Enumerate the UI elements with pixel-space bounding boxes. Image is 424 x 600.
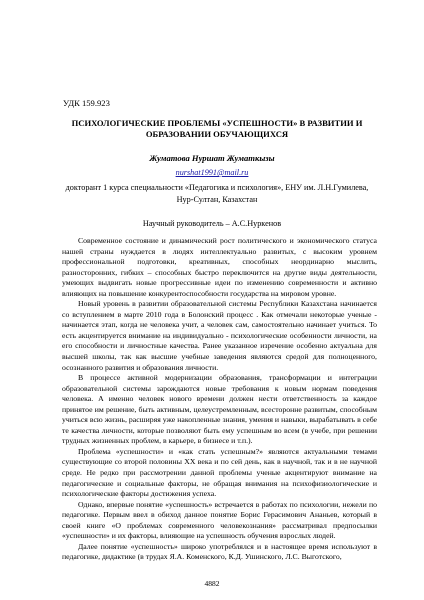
udk-code: УДК 159.923 bbox=[63, 98, 110, 108]
paragraph: Современное состояние и динамический рост политического и экономического статуса нашей страны нуждается в людях интеллектуально развитых, с высоким уровнем профессиональной подготовки, креативных, способных неординарно мыслить, разносторонних, гибких – способных быстро переключится на другие виды деятельности, умеющих выдвигать новые прогрессивные идеи по изменению современности и активно влияющих на повышение конкурентоспособности государства на мировом уровне. bbox=[62, 236, 377, 298]
paragraph: В процессе активной модернизации образования, трансформации и интеграции образовательной системы зарождаются новые требования к новым нормам поведения человека. А именно человек нового времени должен нести ответственность за каждое принятое им решение, быть активным, целеустремленным, всесторонне развитым, способным учиться всю жизнь, расширяя уже накопленные знания, умения и навыки, вырабатывать в себе те качества личности, которые позволяют быть ему успешным во всем (в учебе, при решении трудных жизненных проблем, в карьере, в бизнесе и т.п.). bbox=[62, 373, 377, 446]
paragraph: Далее понятие «успешность» широко употреблялся и в настоящее время используют в педагогике, дидактике (в трудах Я.А. Коменского, К.Д. Ушинского, Л.С. Выготского, bbox=[62, 541, 377, 562]
paragraph: Проблема «успешности» и «как стать успешным?» являются актуальными темами существующие со второй половины XX века и по сей день, как в научной, так и в не научной среде. Не редко при рассмотрении данной проблемы ученые акцентируют внимание на педагогические и социальные факторы, не обращая внимания на психофизиологические и психологические факторы достижения успеха. bbox=[62, 446, 377, 499]
author-affiliation: докторант 1 курса специальности «Педагогика и психология», ЕНУ им. Л.Н.Гумилева, Нур-Султан, Казахстан bbox=[65, 183, 369, 204]
page-number: 4882 bbox=[204, 579, 220, 588]
author-email[interactable]: nurshat1991@mail.ru bbox=[175, 168, 249, 177]
scientific-advisor: Научный руководитель – А.С.Нуркенов bbox=[142, 219, 282, 228]
article-body bbox=[62, 236, 377, 563]
paragraph: Новый уровень в развитии образовательной системы Республики Казахстана начинается со вступлением в марте 2010 года в Болонский процесс . Как отмечали некоторые ученые - начинается этап, когда не человека учит, а человек сам, самостоятельно начинает учиться. То есть акцентируется внимание на индивидуально - психологические особенности личности, на его способности и личностные качества. Ранее указанное изречение особенно актуальна для высшей школы, так как высшие учебные заведения являются средой для полноценного, осознанного развития и образования личности. bbox=[62, 299, 377, 372]
paragraph: Однако, впервые понятие «успешность» встречается в работах по психологии, нежели по педагогике. Первым ввел в обиход данное понятие Борис Герасимович Ананьев, который в своей книге «О проблемах современного человекознания» рассматривал предпосылки «успешности» и их факторы, влияющие на успешность обучения взрослых людей. bbox=[62, 499, 377, 541]
article-title: ПСИХОЛОГИЧЕСКИЕ ПРОБЛЕМЫ «УСПЕШНОСТИ» В РАЗВИТИИ И ОБРАЗОВАНИИ ОБУЧАЮЩИХСЯ bbox=[71, 118, 363, 139]
author-name: Жуматова Нуршат Жуматкызы bbox=[149, 153, 275, 163]
